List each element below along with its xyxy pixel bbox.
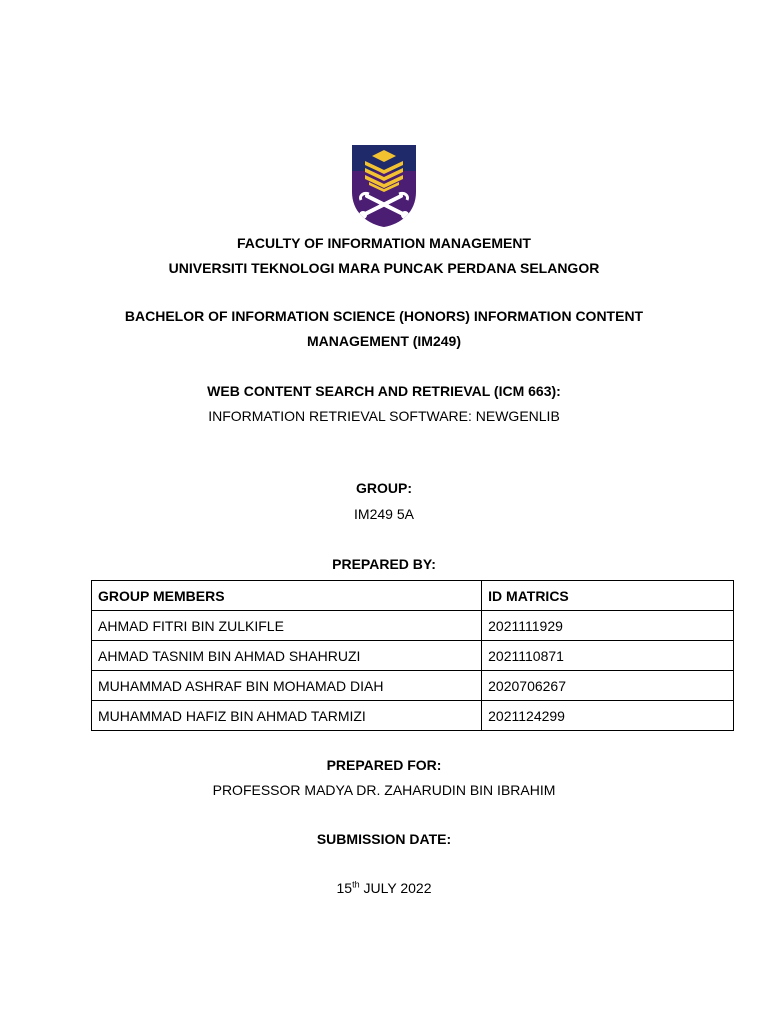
prepared-for-value: PROFESSOR MADYA DR. ZAHARUDIN BIN IBRAHIM (212, 782, 556, 798)
submission-month-year: JULY 2022 (359, 880, 432, 896)
table-row (92, 701, 734, 731)
member-name: MUHAMMAD ASHRAF BIN MOHAMAD DIAH (92, 671, 482, 701)
university-crest-icon (351, 144, 417, 228)
course-title: WEB CONTENT SEARCH AND RETRIEVAL (ICM 663): (207, 383, 561, 399)
course-subtitle: INFORMATION RETRIEVAL SOFTWARE: NEWGENLIB (208, 408, 560, 424)
column-header-members: GROUP MEMBERS (92, 581, 482, 611)
programme-line-2: MANAGEMENT (IM249) (306, 333, 461, 349)
submission-day: 15 (336, 880, 353, 896)
member-name: MUHAMMAD HAFIZ BIN AHMAD TARMIZI (92, 701, 482, 731)
group-value: IM249 5A (354, 506, 414, 522)
programme-line-1: BACHELOR OF INFORMATION SCIENCE (HONORS) INFORMATION CONTENT (124, 308, 644, 324)
group-members-table (91, 580, 734, 731)
submission-date-value (0, 879, 768, 897)
university-name: UNIVERSITI TEKNOLOGI MARA PUNCAK PERDANA SELANGOR (168, 260, 600, 276)
submission-day-ordinal: th (352, 879, 360, 890)
member-id: 2021110871 (482, 641, 734, 671)
submission-date-label: SUBMISSION DATE: (316, 831, 452, 847)
column-header-id: ID MATRICS (482, 581, 734, 611)
member-id: 2021111929 (482, 611, 734, 641)
member-id: 2020706267 (482, 671, 734, 701)
member-id: 2021124299 (482, 701, 734, 731)
table-row (92, 611, 734, 641)
faculty-name: FACULTY OF INFORMATION MANAGEMENT (237, 235, 531, 251)
table-header-row (92, 581, 734, 611)
table-row (92, 671, 734, 701)
member-name: AHMAD TASNIM BIN AHMAD SHAHRUZI (92, 641, 482, 671)
group-label: GROUP: (356, 480, 412, 496)
prepared-by-label: PREPARED BY: (332, 556, 436, 572)
table-row (92, 641, 734, 671)
member-name: AHMAD FITRI BIN ZULKIFLE (92, 611, 482, 641)
prepared-for-label: PREPARED FOR: (326, 757, 442, 773)
